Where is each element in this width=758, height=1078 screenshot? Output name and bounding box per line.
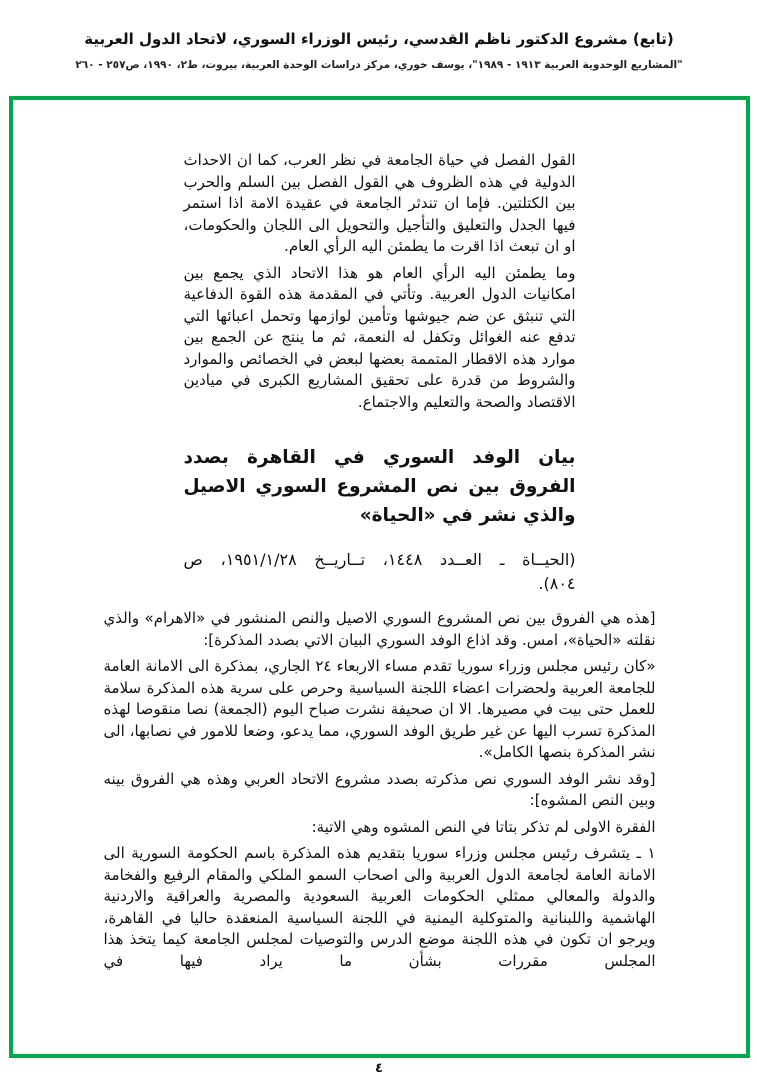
source-reference: (الحيــاة ـ العــدد ١٤٤٨، تــاريــخ ١٩٥١/١/٢٨، ص ٨٠٤). (183, 550, 576, 593)
body-paragraph: ١ ـ يتشرف رئيس مجلس وزراء سوريا بتقديم هذه المذكرة باسم الحكومة السورية الى الامانة العامة لجامعة الدول العربية والى اصحاب السمو الملكي والمقام الرفيع والفخامة والدولة والمعالي ممثلي الحكومات العربية السعودية والمصرية والعراقية والاردنية الهاشمية واللبنانية والمتوكلية اليمنية في اللجنة السياسية المنعقدة حاليا في القاهرة، ويرجو ان تكون في هذه اللجنة موضع الدرس والتوصيات لمجلس الجامعة كيما يتخذ هذا المجلس مقررات بشأن ما يراد فيها في (103, 844, 656, 970)
statement-body (104, 608, 656, 972)
page-header (0, 0, 758, 71)
section-heading: بيان الوفد السوري في القاهرة بصدد الفروق بين نص المشروع السوري الاصيل والذي نشر في «الحياة» (183, 447, 576, 526)
body-paragraph: [وقد نشر الوفد السوري نص مذكرته بصدد مشروع الاتحاد العربي وهذه هي الفروق بينه وبين النص المشوه]: (103, 769, 656, 809)
intro-paragraph: القول الفصل في حياة الجامعة في نظر العرب، كما ان الاحداث الدولية في هذه الظروف هي القول الفصل بين السلم والحرب بين الكتلتين. فإما ان تندثر الجامعة في عقيدة الامة اذا استمر فيها الجدل والتعليق والتأجيل والتحويل الى اللجان والحكومات، او ان تبعث اذا اقرت ما يطمئن اليه الرأي العام. (183, 151, 576, 255)
document-title: (تابع) مشروع الدكتور ناظم القدسي، رئيس الوزراء السوري، لاتحاد الدول العربية (84, 30, 674, 48)
body-paragraph: [هذه هي الفروق بين نص المشروع السوري الاصيل والنص المنشور في «الاهرام» والذي نقلته «الحياة»، امس. وقد اذاع الوفد السوري البيان الاتي بصدد المذكرة]: (103, 609, 656, 649)
intro-paragraph: وما يطمئن اليه الرأي العام هو هذا الاتحاد الذي يجمع بين امكانيات الدول العربية. وتأتي في المقدمة هذه القوة الدفاعية التي تنبثق عن ضم جيوشها وتأمين لوازمها وتحمل اعبائها التي تدفع عنه الغوائل وتكفل له النعمة، ثم ما ينتج عن الجمع بين موارد هذه الاقطار المتممة بعضها لبعض في الخصائص والموارد والشروط من قدرة على تحقيق المشاريع الكبرى في ميادين الاقتصاد والصحة والتعليم والاجتماع. (183, 263, 576, 411)
content-frame (9, 96, 750, 1058)
body-paragraph: الفقرة الاولى لم تذكر بتاتا في النص المشوه وهي الاتية: (311, 817, 656, 836)
document-source-citation: "المشاريع الوحدوية العربية ١٩١٣ - ١٩٨٩"، يوسف خوري، مركز دراسات الوحدة العربية، بيروت، ط٢، ١٩٩٠، ص٢٥٧ - ٢٦٠ (75, 59, 683, 71)
page-number: ٤ (375, 1061, 383, 1076)
intro-quote-block (184, 150, 576, 413)
body-paragraph: «كان رئيس مجلس وزراء سوريا تقدم مساء الاربعاء ٢٤ الجاري، بمذكرة الى الامانة العامة للجامعة العربية ولحضرات اعضاء اللجنة السياسية وحرص على سرية هذه المذكرة سلامة للعمل حتى بيت في مصيرها. الا ان صحيفة نشرت صباح اليوم (الجمعة) نصا منقوصا لهذه المذكرة تسرب اليها عن غير طريق الوفد السوري، مما يدعو، وضعا للامور في نصابها، الى نشر المذكرة بنصها الكامل». (103, 657, 656, 761)
